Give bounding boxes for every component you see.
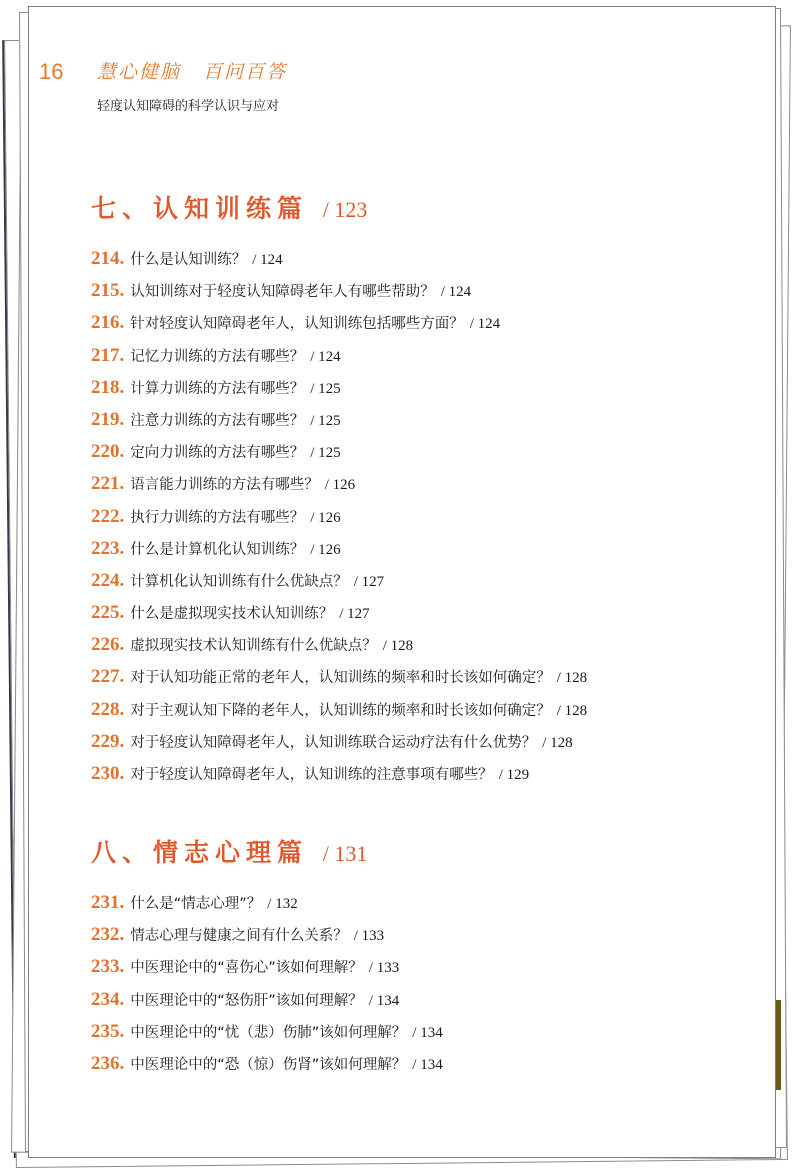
toc-entry-page: / 124: [469, 316, 501, 333]
toc-entry[interactable]: [91, 501, 587, 533]
toc-entry-page: / 128: [542, 734, 573, 751]
toc-entry-title: 执行力训练的方法有哪些？: [130, 509, 305, 526]
section-title: [91, 189, 587, 225]
toc-entry-number: 227.: [91, 666, 125, 688]
toc-entry-title: 什么是计算机化认知训练？: [130, 541, 305, 558]
toc-entry-title: 中医理论中的“恐（惊）伤肾”该如何理解？: [130, 1056, 407, 1073]
toc-entry[interactable]: [91, 275, 587, 307]
toc-entry[interactable]: [91, 307, 587, 339]
toc-entry[interactable]: [91, 887, 443, 919]
toc-entry[interactable]: [91, 919, 443, 951]
toc-entry-number: 232.: [91, 924, 125, 946]
toc-entry-title: 什么是“情志心理”？: [130, 896, 262, 912]
toc-entry-title: 计算力训练的方法有哪些？: [130, 380, 305, 397]
page-number: 16: [39, 59, 64, 84]
toc-entry-page: / 124: [252, 252, 283, 268]
toc-entry-page: / 129: [498, 767, 530, 783]
toc-entry-number: 224.: [91, 569, 125, 591]
toc-entry-page: / 134: [412, 1056, 443, 1073]
toc-entry[interactable]: [91, 468, 587, 500]
toc-entry-number: 216.: [91, 312, 125, 334]
toc-entry[interactable]: [91, 758, 587, 790]
toc-entry[interactable]: [91, 340, 587, 372]
toc-entry-number: 214.: [91, 248, 125, 269]
toc-entry-page: / 125: [310, 445, 341, 462]
toc-entry-number: 226.: [91, 634, 125, 656]
toc-entry-title: 中医理论中的“喜伤心”该如何理解？: [130, 960, 363, 977]
toc-entry[interactable]: [91, 629, 587, 661]
toc-entry-number: 220.: [91, 441, 125, 463]
toc-entry[interactable]: [91, 984, 443, 1016]
toc-entry-title: 对于轻度认知障碍老年人，认知训练的注意事项有哪些？: [130, 767, 493, 783]
toc-entry-title: 虚拟现实技术认知训练有什么优缺点？: [130, 638, 377, 655]
toc-entry[interactable]: [91, 436, 587, 468]
toc-entry-number: 233.: [91, 956, 125, 978]
toc-entry-page: / 134: [412, 1024, 443, 1041]
toc-entry-title: 语言能力训练的方法有哪些？: [130, 477, 319, 494]
toc-entry-number: 236.: [91, 1052, 125, 1074]
toc-item-list: [91, 887, 443, 1080]
toc-entry-title: 情志心理与健康之间有什么关系？: [130, 928, 348, 945]
toc-entry-page: / 132: [267, 896, 298, 912]
section-title-text: 七、认知训练篇: [91, 194, 309, 223]
toc-entry[interactable]: [91, 597, 587, 629]
toc-entry-page: / 125: [310, 380, 341, 397]
toc-entry-title: 什么是认知训练？: [130, 252, 247, 268]
toc-entry-title: 对于主观认知下降的老年人，认知训练的频率和时长该如何确定？: [130, 702, 551, 719]
page-header: [39, 53, 739, 133]
book-page: [28, 6, 776, 1158]
toc-entry-page: / 128: [556, 670, 588, 687]
toc-entry-number: 228.: [91, 698, 125, 720]
toc-entry-number: 215.: [91, 280, 125, 302]
series-title-part1: 慧心健脑: [97, 61, 182, 83]
toc-entry-page: / 127: [353, 573, 385, 590]
toc-entry-title: 中医理论中的“忧（悲）伤肺”该如何理解？: [130, 1024, 407, 1041]
toc-entry-page: / 133: [368, 960, 400, 977]
toc-entry-page: / 133: [353, 928, 385, 945]
series-title: [97, 57, 287, 84]
toc-entry-title: 中医理论中的“怒伤肝”该如何理解？: [130, 992, 363, 1009]
toc-entry-page: / 126: [310, 541, 341, 558]
toc-entry[interactable]: [91, 951, 443, 983]
toc-entry-number: 231.: [91, 892, 125, 913]
toc-entry-number: 217.: [91, 344, 125, 366]
toc-entry-title: 认知训练对于轻度认知障碍老年人有哪些帮助？: [130, 284, 435, 301]
toc-entry-number: 221.: [91, 473, 125, 495]
toc-entry[interactable]: [91, 565, 587, 597]
toc-entry-title: 注意力训练的方法有哪些？: [130, 412, 305, 429]
series-title-part2: 百问百答: [203, 61, 288, 83]
toc-entry[interactable]: [91, 726, 587, 758]
toc-entry-number: 225.: [91, 602, 125, 624]
toc-entry-page: / 126: [324, 477, 356, 494]
toc-entry-page: / 124: [310, 348, 341, 365]
toc-entry-number: 222.: [91, 505, 125, 527]
toc-entry-page: / 134: [368, 992, 400, 1009]
toc-entry[interactable]: [91, 404, 587, 436]
toc-entry-number: 235.: [91, 1020, 125, 1042]
toc-entry-title: 针对轻度认知障碍老年人，认知训练包括哪些方面？: [130, 316, 464, 333]
toc-entry-title: 对于认知功能正常的老年人，认知训练的频率和时长该如何确定？: [130, 670, 551, 687]
section-title-text: 八、情志心理篇: [91, 838, 309, 867]
toc-entry-title: 记忆力训练的方法有哪些？: [130, 348, 305, 365]
toc-entry-number: 223.: [91, 537, 125, 559]
toc-entry-title: 计算机化认知训练有什么优缺点？: [130, 573, 348, 590]
toc-entry-title: 定向力训练的方法有哪些？: [130, 445, 305, 462]
section-title: [91, 833, 443, 869]
toc-item-list: [91, 243, 587, 790]
toc-entry[interactable]: [91, 694, 587, 726]
toc-entry[interactable]: [91, 1016, 443, 1048]
toc-entry-number: 229.: [91, 730, 125, 752]
toc-entry-page: / 125: [310, 412, 341, 429]
toc-entry[interactable]: [91, 533, 587, 565]
toc-entry-number: 218.: [91, 376, 125, 398]
toc-entry-number: 234.: [91, 988, 125, 1010]
book-subtitle: 轻度认知障碍的科学认识与应对: [97, 99, 280, 114]
toc-entry-number: 219.: [91, 408, 125, 430]
toc-section-emotional-psychology: [91, 833, 443, 1080]
toc-entry-page: / 127: [339, 606, 370, 623]
toc-entry[interactable]: [91, 372, 587, 404]
toc-entry-page: / 124: [440, 284, 472, 301]
toc-entry-title: 什么是虚拟现实技术认知训练？: [130, 606, 334, 623]
toc-entry-number: 230.: [91, 763, 125, 784]
toc-entry[interactable]: [91, 243, 587, 275]
section-title-page: / 131: [322, 841, 368, 866]
toc-entry[interactable]: [91, 1048, 443, 1080]
toc-entry-page: / 128: [382, 638, 414, 655]
toc-entry-page: / 126: [310, 509, 341, 526]
toc-entry[interactable]: [91, 661, 587, 693]
toc-entry-page: / 128: [556, 702, 588, 719]
toc-entry-title: 对于轻度认知障碍老年人，认知训练联合运动疗法有什么优势？: [130, 734, 537, 751]
section-title-page: / 123: [322, 197, 368, 222]
toc-section-cognitive-training: [91, 189, 587, 790]
